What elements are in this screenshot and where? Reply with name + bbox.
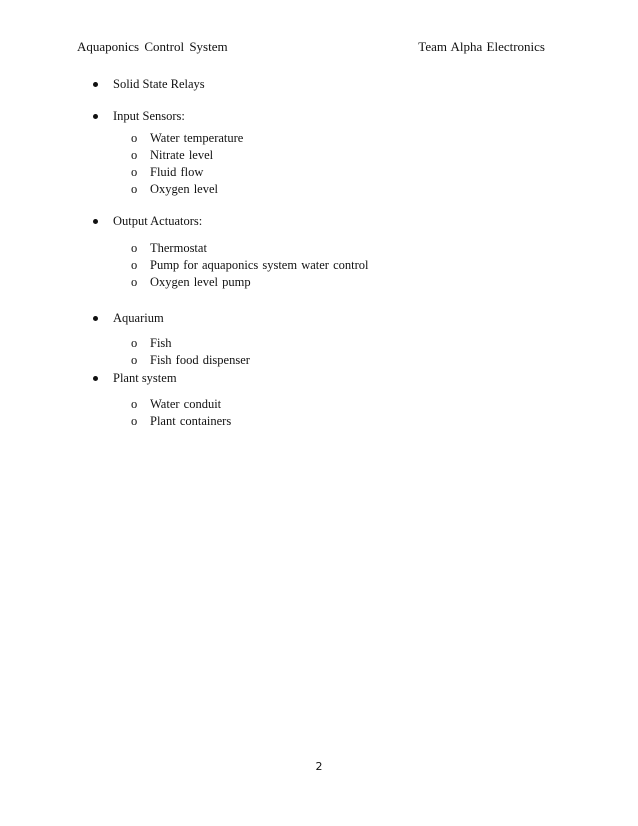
list-item-label: Aquarium	[113, 311, 164, 325]
sub-list-item-label: Pump for aquaponics system water control	[150, 258, 369, 272]
list-item-label: Output Actuators:	[113, 214, 203, 228]
sub-list-item-label: Fluid flow	[150, 165, 204, 179]
circle-bullet-icon: o	[131, 258, 138, 272]
circle-bullet-icon: o	[131, 336, 138, 350]
circle-bullet-icon: o	[131, 275, 138, 289]
bullet-icon	[93, 316, 98, 321]
sub-list-item-label: Water temperature	[150, 131, 244, 145]
list-item-label: Input Sensors:	[113, 109, 185, 123]
circle-bullet-icon: o	[131, 353, 138, 367]
circle-bullet-icon: o	[131, 148, 138, 162]
header-title: Aquaponics Control System	[77, 39, 228, 54]
circle-bullet-icon: o	[131, 397, 138, 411]
sub-list-item-label: Fish food dispenser	[150, 353, 250, 367]
list-item-label: Plant system	[113, 371, 177, 385]
sub-list-item-label: Thermostat	[150, 241, 207, 255]
sub-list-item-label: Oxygen level pump	[150, 275, 251, 289]
sub-list-item-label: Nitrate level	[150, 148, 214, 162]
circle-bullet-icon: o	[131, 241, 138, 255]
circle-bullet-icon: o	[131, 414, 138, 428]
sub-list-item-label: Fish	[150, 336, 172, 350]
sub-list-item-label: Water conduit	[150, 397, 222, 411]
list-item-label: Solid State Relays	[113, 77, 205, 91]
header-team: Team Alpha Electronics	[418, 39, 545, 54]
bullet-icon	[93, 82, 98, 87]
page-number: 2	[315, 760, 323, 773]
sub-list-item-label: Oxygen level	[150, 182, 218, 196]
circle-bullet-icon: o	[131, 182, 138, 196]
bullet-icon	[93, 219, 98, 224]
bullet-icon	[93, 376, 98, 381]
bullet-icon	[93, 114, 98, 119]
circle-bullet-icon: o	[131, 131, 138, 145]
circle-bullet-icon: o	[131, 165, 138, 179]
sub-list-item-label: Plant containers	[150, 414, 232, 428]
